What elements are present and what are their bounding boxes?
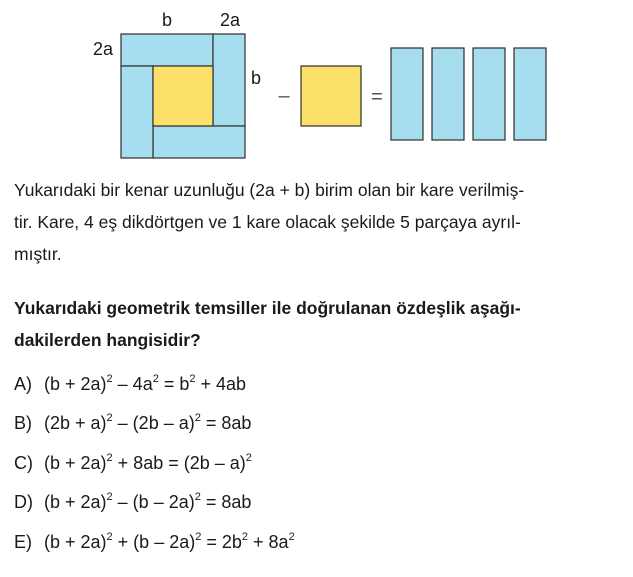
yellow-square (301, 66, 361, 126)
option-letter: E) (14, 532, 32, 552)
big-square (121, 34, 245, 158)
label-top-2a: 2a (219, 10, 241, 30)
exponent: 2 (288, 531, 295, 543)
option-e[interactable] (14, 529, 295, 558)
expr-part: = 2b (201, 532, 242, 552)
option-letter: A) (14, 374, 32, 394)
option-letter: C) (14, 453, 33, 473)
expr-part: (b + 2a) (44, 374, 107, 394)
expr-part: = 8ab (200, 413, 252, 433)
question-text (14, 292, 620, 356)
option-c[interactable] (14, 450, 252, 479)
rect-bottom (153, 126, 245, 158)
exponent: 2 (106, 373, 113, 385)
label-top-b: b (161, 10, 173, 30)
exponent: 2 (106, 531, 113, 543)
label-right-b: b (250, 68, 262, 88)
strip-rect-3 (473, 48, 505, 140)
expr-part: + (b – 2a) (112, 532, 196, 552)
expr-part: – (b – 2a) (112, 492, 195, 512)
expr-part: (b + 2a) (44, 453, 107, 473)
intro-line-2: tir. Kare, 4 eş dikdörtgen ve 1 kare olacak şekilde 5 parçaya ayrıl- (14, 212, 521, 232)
option-letter: D) (14, 492, 33, 512)
option-letter: B) (14, 413, 32, 433)
expr-part: + 8ab = (2b – a) (112, 453, 246, 473)
equals-sign: = (371, 86, 383, 108)
intro-line-3: mıştır. (14, 244, 62, 264)
strip-rect-1 (391, 48, 423, 140)
exponent: 2 (189, 373, 196, 385)
rect-left (121, 66, 153, 158)
exponent: 2 (106, 412, 113, 424)
exponent: 2 (241, 531, 249, 543)
expr-part: – (2b – a) (112, 413, 195, 433)
expr-part: + 4ab (195, 374, 247, 394)
expr-part: (b + 2a) (44, 492, 107, 512)
exponent: 2 (106, 491, 113, 503)
rect-right (213, 34, 245, 126)
exponent: 2 (245, 452, 252, 464)
expr-part: – 4a (112, 374, 153, 394)
strip-rect-2 (432, 48, 464, 140)
question-line-1: Yukarıdaki geometrik temsiller ile doğrulanan özdeşlik aşağı- (14, 298, 521, 318)
label-left-2a: 2a (92, 39, 114, 59)
expr-part: = b (158, 374, 190, 394)
exponent: 2 (194, 491, 201, 503)
option-d[interactable] (14, 489, 251, 518)
strip-rect-4 (514, 48, 546, 140)
intro-line-1: Yukarıdaki bir kenar uzunluğu (2a + b) birim olan bir kare verilmiş- (14, 180, 525, 200)
exponent: 2 (106, 452, 113, 464)
expr-part: = 8ab (200, 492, 252, 512)
question-line-2: dakilerden hangisidir? (14, 330, 201, 350)
exponent: 2 (152, 373, 159, 385)
rect-top (121, 34, 213, 66)
expr-part: (2b + a) (44, 413, 107, 433)
exponent: 2 (195, 531, 202, 543)
expr-part: (b + 2a) (44, 532, 107, 552)
expr-part: + 8a (248, 532, 289, 552)
exponent: 2 (194, 412, 201, 424)
four-rectangles (391, 48, 546, 140)
option-b[interactable] (14, 410, 251, 439)
option-a[interactable] (14, 371, 246, 400)
geometry-figure (0, 0, 633, 172)
intro-paragraph (14, 174, 620, 270)
center-square (153, 66, 213, 126)
minus-sign: – (278, 85, 290, 107)
